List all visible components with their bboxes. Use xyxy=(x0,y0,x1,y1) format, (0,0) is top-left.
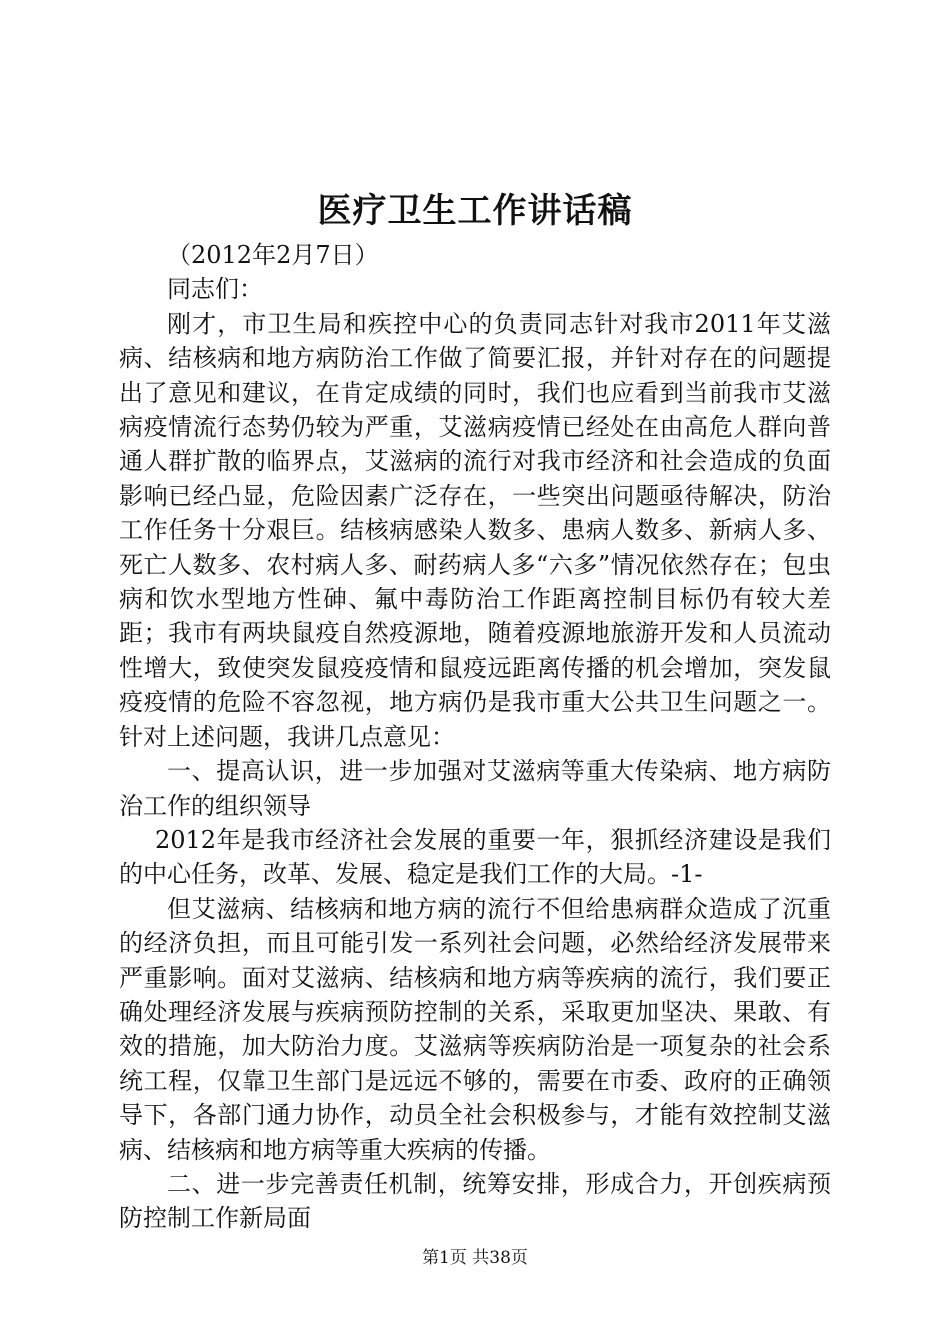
salutation: 同志们： xyxy=(167,275,263,304)
section-heading-1: 一、提高认识，进一步加强对艾滋病等重大传染病、地方病防治工作的组织领导 xyxy=(119,757,831,820)
section-heading-2: 二、进一步完善责任机制，统筹安排，形成合力，开创疾病预防控制工作新局面 xyxy=(119,1169,831,1233)
paragraph-impact: 但艾滋病、结核病和地方病的流行不但给患病群众造成了沉重的经济负担，而且可能引发一系列社会问题，必然给经济发展带来严重影响。面对艾滋病、结核病和地方病等疾病的流行，我们要正确处理经济发展与疾病预防控制的关系，采取更加坚决、果敢、有效的措施，加大防治力度。艾滋病等疾病防治是一项复杂的社会系统工程，仅靠卫生部门是远远不够的，需要在市委、政府的正确领导下，各部门通力协作，动员全社会积极参与，才能有效控制艾滋病、结核病和地方病等重大疾病的传播。 xyxy=(119,894,831,1164)
paragraph-intro: 刚才，市卫生局和疾控中心的负责同志针对我市2011年艾滋病、结核病和地方病防治工作做了简要汇报，并针对存在的问题提出了意见和建议，在肯定成绩的同时，我们也应看到当前我市艾滋病疫情流行态势仍较为严重，艾滋病疫情已经处在由高危人群向普通人群扩散的临界点，艾滋病的流行对我市经济和社会造成的负面影响已经凸显，危险因素广泛存在，一些突出问题亟待解决，防治工作任务十分艰巨。结核病感染人数多、患病人数多、新病人多、死亡人数多、农村病人多、耐药病人多“六多”情况依然存在；包虫病和饮水型地方性砷、氟中毒防治工作距离控制目标仍有较大差距；我市有两块鼠疫自然疫源地，随着疫源地旅游开发和人员流动性增大，致使突发鼠疫疫情和鼠疫远距离传播的机会增加，突发鼠疫疫情的危险不容忽视，地方病仍是我市重大公共卫生问题之一。针对上述问题，我讲几点意见： xyxy=(119,309,831,751)
document-title: 医疗卫生工作讲话稿 xyxy=(317,191,633,231)
document-body xyxy=(119,238,831,1236)
page-footer: 第1页 共38页 xyxy=(422,1248,528,1268)
date-line: （2012年2月7日） xyxy=(167,241,379,269)
paragraph-2012: 2012年是我市经济社会发展的重要一年，狠抓经济建设是我们的中心任务，改革、发展、稳定是我们工作的大局。-1- xyxy=(119,825,831,889)
